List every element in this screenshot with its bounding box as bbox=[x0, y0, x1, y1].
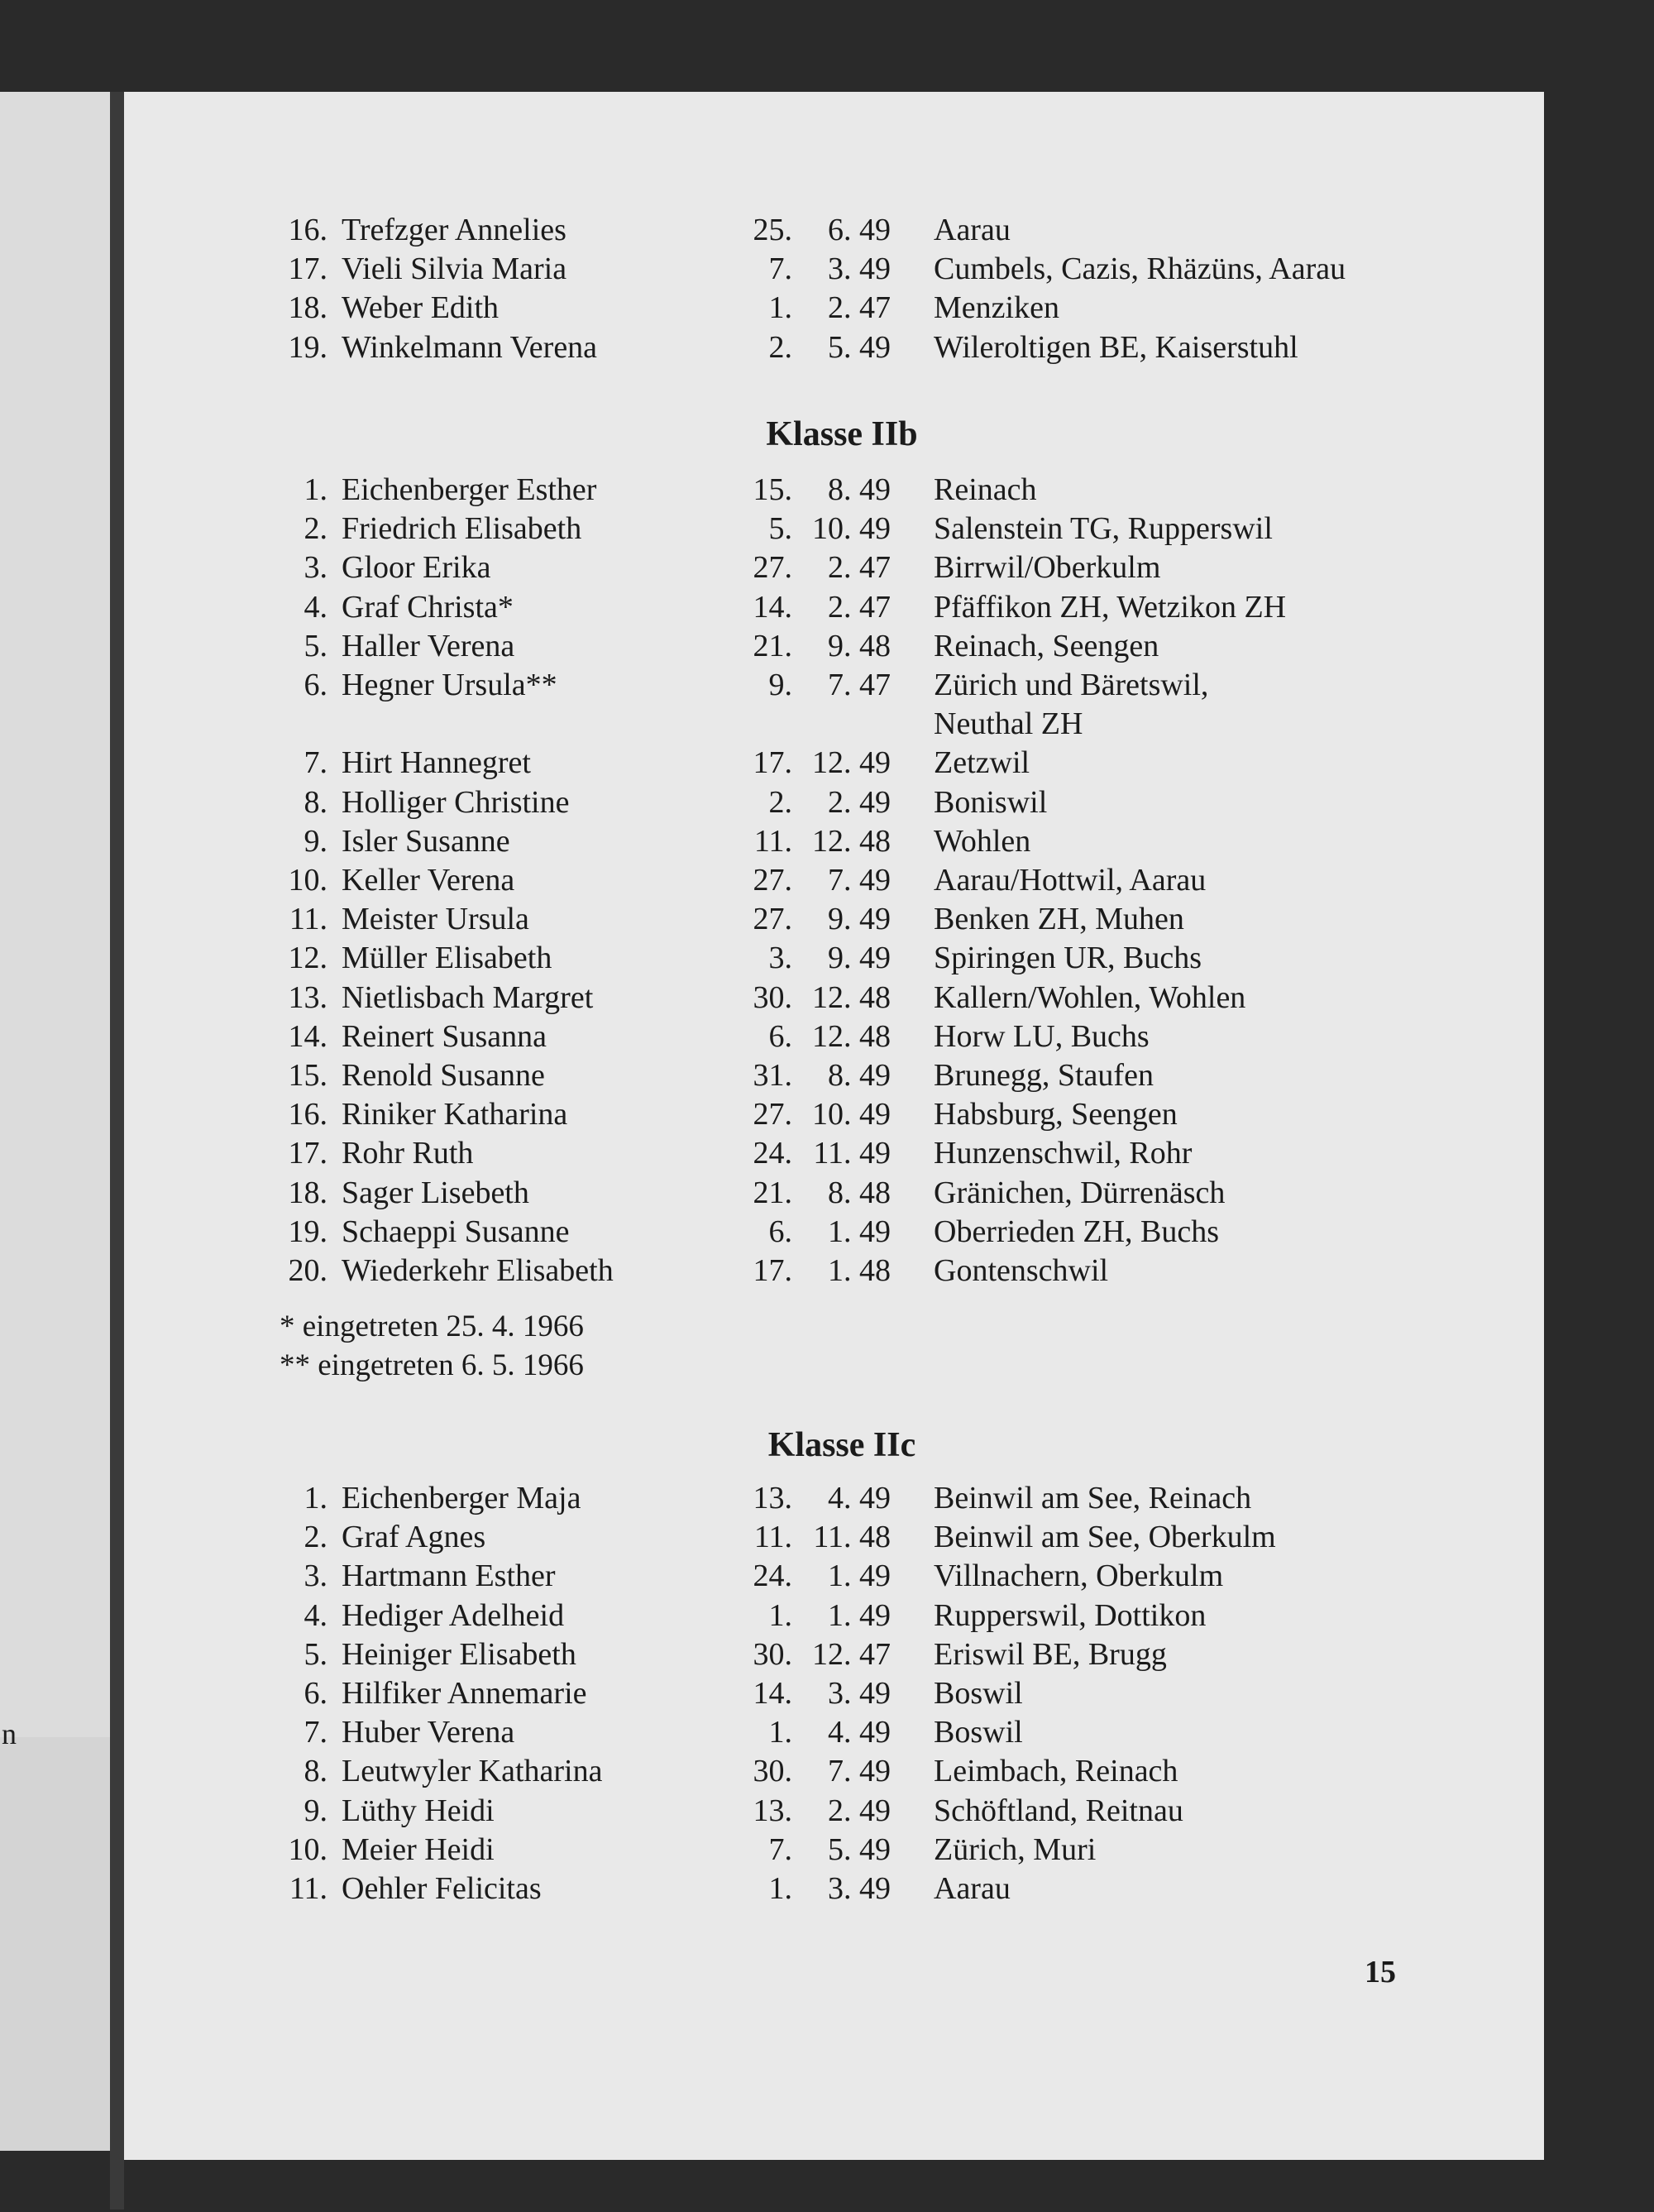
birth-day: 1. bbox=[768, 1597, 792, 1633]
student-name: Rohr Ruth bbox=[342, 1136, 474, 1171]
student-name: Weber Edith bbox=[342, 290, 500, 326]
birth-month-year: 1. 49 bbox=[828, 1597, 891, 1633]
place-of-origin-residence: Birrwil/Oberkulm bbox=[934, 550, 1161, 586]
place-of-origin-residence: Rupperswil, Dottikon bbox=[934, 1597, 1207, 1633]
birth-month-year: 3. 49 bbox=[828, 1676, 891, 1711]
table-row bbox=[0, 1252, 1654, 1290]
place-of-origin-residence: Beinwil am See, Oberkulm bbox=[934, 1520, 1276, 1555]
row-number: 15. bbox=[288, 1058, 327, 1093]
section-heading-klasse-iib: Klasse IIb bbox=[766, 415, 918, 453]
birth-month-year: 7. 47 bbox=[828, 668, 891, 702]
table-row bbox=[0, 1017, 1654, 1056]
table-row bbox=[0, 510, 1654, 548]
table-row bbox=[0, 1870, 1654, 1908]
row-number: 10. bbox=[288, 1831, 327, 1867]
birth-day: 31. bbox=[753, 1058, 792, 1093]
student-name: Wiederkehr Elisabeth bbox=[342, 1253, 614, 1288]
student-name: Sager Lisebeth bbox=[342, 1175, 529, 1210]
student-name: Keller Verena bbox=[342, 863, 515, 898]
student-name: Isler Susanne bbox=[342, 823, 510, 859]
table-row bbox=[0, 1134, 1654, 1173]
student-name: Riniker Katharina bbox=[342, 1097, 568, 1132]
birth-day: 11. bbox=[753, 1520, 792, 1555]
birth-day: 24. bbox=[753, 1136, 792, 1171]
birth-month-year: 6. 49 bbox=[828, 213, 891, 247]
birth-month-year: 5. 49 bbox=[828, 1831, 891, 1867]
place-of-origin-residence: Neuthal ZH bbox=[934, 706, 1083, 742]
birth-day: 1. bbox=[768, 290, 792, 326]
row-number: 10. bbox=[288, 863, 327, 898]
row-number: 5. bbox=[304, 1636, 327, 1672]
row-number: 18. bbox=[288, 1175, 327, 1210]
birth-day: 7. bbox=[768, 1831, 792, 1867]
row-number: 7. bbox=[304, 745, 327, 781]
student-name: Friedrich Elisabeth bbox=[342, 511, 582, 547]
row-number: 9. bbox=[304, 823, 327, 859]
birth-month-year: 3. 49 bbox=[828, 1871, 891, 1906]
birth-day: 9. bbox=[768, 668, 792, 702]
student-name: Hediger Adelheid bbox=[342, 1597, 565, 1633]
place-of-origin-residence: Cumbels, Cazis, Rhäzüns, Aarau bbox=[934, 251, 1346, 287]
birth-month-year: 11. 49 bbox=[813, 1136, 891, 1171]
place-of-origin-residence: Oberrieden ZH, Buchs bbox=[934, 1214, 1220, 1249]
place-of-origin-residence: Reinach, Seengen bbox=[934, 628, 1159, 663]
birth-day: 25. bbox=[753, 213, 792, 247]
student-name: Huber Verena bbox=[342, 1715, 515, 1750]
birth-month-year: 7. 49 bbox=[828, 863, 891, 898]
birth-day: 15. bbox=[753, 472, 792, 507]
place-of-origin-residence: Aarau bbox=[934, 213, 1011, 247]
table-row bbox=[0, 588, 1654, 627]
birth-month-year: 12. 48 bbox=[812, 979, 891, 1015]
student-name: Eichenberger Esther bbox=[342, 472, 597, 507]
table-row bbox=[0, 1056, 1654, 1095]
place-of-origin-residence: Schöftland, Reitnau bbox=[934, 1793, 1183, 1828]
place-of-origin-residence: Benken ZH, Muhen bbox=[934, 902, 1184, 937]
birth-day: 5. bbox=[768, 511, 792, 547]
student-name: Winkelmann Verena bbox=[342, 329, 598, 365]
birth-month-year: 8. 49 bbox=[828, 1058, 891, 1093]
student-name: Haller Verena bbox=[342, 628, 515, 663]
table-row bbox=[0, 900, 1654, 939]
table-row bbox=[0, 744, 1654, 783]
student-name: Eichenberger Maja bbox=[342, 1481, 581, 1515]
birth-month-year: 8. 49 bbox=[828, 472, 891, 507]
birth-day: 30. bbox=[753, 1636, 792, 1672]
row-number: 11. bbox=[289, 902, 327, 937]
birth-day: 3. bbox=[768, 941, 792, 976]
place-of-origin-residence: Gränichen, Dürrenäsch bbox=[934, 1175, 1226, 1210]
table-row bbox=[0, 939, 1654, 978]
row-number: 13. bbox=[288, 979, 327, 1015]
row-number: 8. bbox=[304, 784, 327, 820]
table-row bbox=[0, 1635, 1654, 1674]
table-row bbox=[0, 250, 1654, 289]
place-of-origin-residence: Kallern/Wohlen, Wohlen bbox=[934, 979, 1246, 1015]
place-of-origin-residence: Gontenschwil bbox=[934, 1253, 1109, 1288]
row-number: 1. bbox=[304, 1481, 327, 1515]
student-name: Hilfiker Annemarie bbox=[342, 1676, 587, 1711]
birth-day: 14. bbox=[753, 1676, 792, 1711]
birth-day: 21. bbox=[753, 1175, 792, 1210]
table-row bbox=[0, 822, 1654, 861]
row-number: 20. bbox=[288, 1253, 327, 1288]
place-of-origin-residence: Zetzwil bbox=[934, 745, 1030, 781]
birth-month-year: 1. 48 bbox=[828, 1253, 891, 1288]
previous-page-text-fragment: n bbox=[2, 1717, 17, 1750]
place-of-origin-residence: Spiringen UR, Buchs bbox=[934, 941, 1202, 976]
birth-month-year: 5. 49 bbox=[828, 329, 891, 365]
table-row bbox=[0, 1213, 1654, 1252]
student-name: Müller Elisabeth bbox=[342, 941, 552, 976]
row-number: 4. bbox=[304, 1597, 327, 1633]
footnote: * eingetreten 25. 4. 1966 bbox=[280, 1309, 584, 1343]
row-number: 7. bbox=[304, 1715, 327, 1750]
birth-day: 2. bbox=[768, 784, 792, 820]
place-of-origin-residence: Horw LU, Buchs bbox=[934, 1018, 1150, 1054]
place-of-origin-residence: Boswil bbox=[934, 1676, 1023, 1711]
birth-month-year: 2. 47 bbox=[828, 589, 891, 625]
student-name: Oehler Felicitas bbox=[342, 1871, 542, 1906]
birth-day: 17. bbox=[753, 1253, 792, 1288]
place-of-origin-residence: Hunzenschwil, Rohr bbox=[934, 1136, 1193, 1171]
table-row bbox=[0, 1752, 1654, 1791]
student-name: Meister Ursula bbox=[342, 902, 529, 937]
birth-day: 21. bbox=[753, 628, 792, 663]
birth-month-year: 1. 49 bbox=[828, 1214, 891, 1249]
birth-month-year: 12. 49 bbox=[812, 745, 891, 781]
student-name: Reinert Susanna bbox=[342, 1018, 547, 1054]
row-number: 9. bbox=[304, 1793, 327, 1828]
row-number: 17. bbox=[288, 251, 327, 287]
place-of-origin-residence: Aarau/Hottwil, Aarau bbox=[934, 863, 1207, 898]
birth-day: 6. bbox=[768, 1214, 792, 1249]
student-name: Hegner Ursula** bbox=[342, 668, 557, 702]
birth-day: 2. bbox=[768, 329, 792, 365]
birth-month-year: 9. 49 bbox=[828, 941, 891, 976]
birth-month-year: 2. 47 bbox=[828, 290, 891, 326]
table-row bbox=[0, 1674, 1654, 1713]
birth-month-year: 12. 47 bbox=[812, 1636, 891, 1672]
row-number: 16. bbox=[288, 213, 327, 247]
place-of-origin-residence: Reinach bbox=[934, 472, 1037, 507]
birth-day: 11. bbox=[753, 823, 792, 859]
student-name: Renold Susanne bbox=[342, 1058, 545, 1093]
place-of-origin-residence: Boswil bbox=[934, 1715, 1023, 1750]
birth-month-year: 1. 49 bbox=[828, 1558, 891, 1594]
student-name: Hirt Hannegret bbox=[342, 745, 531, 781]
birth-month-year: 4. 49 bbox=[828, 1715, 891, 1750]
student-name: Meier Heidi bbox=[342, 1831, 495, 1867]
table-row bbox=[0, 1831, 1654, 1870]
birth-month-year: 10. 49 bbox=[812, 1097, 891, 1132]
place-of-origin-residence: Boniswil bbox=[934, 784, 1048, 820]
birth-month-year: 2. 49 bbox=[828, 784, 891, 820]
table-row bbox=[0, 979, 1654, 1017]
table-row bbox=[0, 1479, 1654, 1518]
row-number: 1. bbox=[304, 472, 327, 507]
student-name: Lüthy Heidi bbox=[342, 1793, 495, 1828]
row-number: 4. bbox=[304, 589, 327, 625]
birth-month-year: 12. 48 bbox=[812, 823, 891, 859]
table-row bbox=[0, 1095, 1654, 1134]
place-of-origin-residence: Eriswil BE, Brugg bbox=[934, 1636, 1167, 1672]
birth-day: 30. bbox=[753, 1754, 792, 1789]
row-number: 19. bbox=[288, 1214, 327, 1249]
table-row bbox=[0, 666, 1654, 705]
table-row bbox=[0, 1792, 1654, 1831]
row-number: 3. bbox=[304, 550, 327, 586]
table-row bbox=[0, 289, 1654, 328]
birth-day: 14. bbox=[753, 589, 792, 625]
student-name: Graf Agnes bbox=[342, 1520, 486, 1555]
birth-day: 27. bbox=[753, 1097, 792, 1132]
row-number: 6. bbox=[304, 1676, 327, 1711]
student-name: Schaeppi Susanne bbox=[342, 1214, 570, 1249]
table-row bbox=[0, 548, 1654, 587]
row-number: 3. bbox=[304, 1558, 327, 1594]
birth-day: 13. bbox=[753, 1481, 792, 1515]
place-of-origin-residence: Salenstein TG, Rupperswil bbox=[934, 511, 1273, 547]
student-name: Nietlisbach Margret bbox=[342, 979, 594, 1015]
table-row bbox=[0, 471, 1654, 510]
table-row bbox=[0, 627, 1654, 666]
place-of-origin-residence: Zürich, Muri bbox=[934, 1831, 1097, 1867]
birth-month-year: 3. 49 bbox=[828, 251, 891, 287]
birth-day: 17. bbox=[753, 745, 792, 781]
section-heading-klasse-iic: Klasse IIc bbox=[767, 1426, 916, 1464]
birth-day: 24. bbox=[753, 1558, 792, 1594]
birth-month-year: 9. 48 bbox=[828, 628, 891, 663]
birth-month-year: 9. 49 bbox=[828, 902, 891, 937]
table-row bbox=[0, 783, 1654, 822]
student-name: Graf Christa* bbox=[342, 589, 514, 625]
student-name: Trefzger Annelies bbox=[342, 213, 566, 247]
place-of-origin-residence: Brunegg, Staufen bbox=[934, 1058, 1154, 1093]
birth-day: 13. bbox=[753, 1793, 792, 1828]
row-number: 5. bbox=[304, 628, 327, 663]
student-name: Hartmann Esther bbox=[342, 1558, 556, 1594]
birth-day: 27. bbox=[753, 902, 792, 937]
row-number: 8. bbox=[304, 1754, 327, 1789]
row-number: 2. bbox=[304, 511, 327, 547]
birth-month-year: 12. 48 bbox=[812, 1018, 891, 1054]
footnote: ** eingetreten 6. 5. 1966 bbox=[280, 1348, 584, 1382]
row-number: 2. bbox=[304, 1520, 327, 1555]
place-of-origin-residence: Wileroltigen BE, Kaiserstuhl bbox=[934, 329, 1298, 365]
place-of-origin-residence: Villnachern, Oberkulm bbox=[934, 1558, 1224, 1594]
birth-month-year: 10. 49 bbox=[812, 511, 891, 547]
place-of-origin-residence: Pfäffikon ZH, Wetzikon ZH bbox=[934, 589, 1287, 625]
birth-month-year: 7. 49 bbox=[828, 1754, 891, 1789]
birth-month-year: 2. 49 bbox=[828, 1793, 891, 1828]
row-number: 12. bbox=[288, 941, 327, 976]
place-of-origin-residence: Aarau bbox=[934, 1871, 1011, 1906]
place-of-origin-residence: Beinwil am See, Reinach bbox=[934, 1481, 1252, 1515]
birth-month-year: 8. 48 bbox=[828, 1175, 891, 1210]
table-row bbox=[0, 1713, 1654, 1752]
birth-month-year: 11. 48 bbox=[813, 1520, 891, 1555]
table-row bbox=[0, 1174, 1654, 1213]
birth-month-year: 2. 47 bbox=[828, 550, 891, 586]
row-number: 19. bbox=[288, 329, 327, 365]
page-number: 15 bbox=[1365, 1955, 1396, 1989]
place-of-origin-residence: Habsburg, Seengen bbox=[934, 1097, 1178, 1132]
student-name: Gloor Erika bbox=[342, 550, 491, 586]
table-row bbox=[0, 1597, 1654, 1635]
student-name: Vieli Silvia Maria bbox=[342, 251, 567, 287]
place-of-origin-residence: Menziken bbox=[934, 290, 1059, 326]
table-row bbox=[0, 211, 1654, 250]
table-row bbox=[0, 1518, 1654, 1557]
row-number: 14. bbox=[288, 1018, 327, 1054]
table-row bbox=[0, 705, 1654, 744]
row-number: 17. bbox=[288, 1136, 327, 1171]
row-number: 11. bbox=[289, 1871, 327, 1906]
row-number: 16. bbox=[288, 1097, 327, 1132]
place-of-origin-residence: Leimbach, Reinach bbox=[934, 1754, 1178, 1789]
row-number: 18. bbox=[288, 290, 327, 326]
table-row bbox=[0, 861, 1654, 900]
birth-day: 27. bbox=[753, 863, 792, 898]
row-number: 6. bbox=[304, 668, 327, 702]
student-name: Heiniger Elisabeth bbox=[342, 1636, 576, 1672]
birth-month-year: 4. 49 bbox=[828, 1481, 891, 1515]
student-name: Holliger Christine bbox=[342, 784, 570, 820]
birth-day: 7. bbox=[768, 251, 792, 287]
table-row bbox=[0, 1557, 1654, 1596]
birth-day: 6. bbox=[768, 1018, 792, 1054]
place-of-origin-residence: Zürich und Bäretswil, bbox=[934, 668, 1209, 702]
table-row bbox=[0, 328, 1654, 367]
student-name: Leutwyler Katharina bbox=[342, 1754, 603, 1789]
birth-day: 27. bbox=[753, 550, 792, 586]
birth-day: 30. bbox=[753, 979, 792, 1015]
place-of-origin-residence: Wohlen bbox=[934, 823, 1031, 859]
birth-day: 1. bbox=[768, 1715, 792, 1750]
birth-day: 1. bbox=[768, 1871, 792, 1906]
